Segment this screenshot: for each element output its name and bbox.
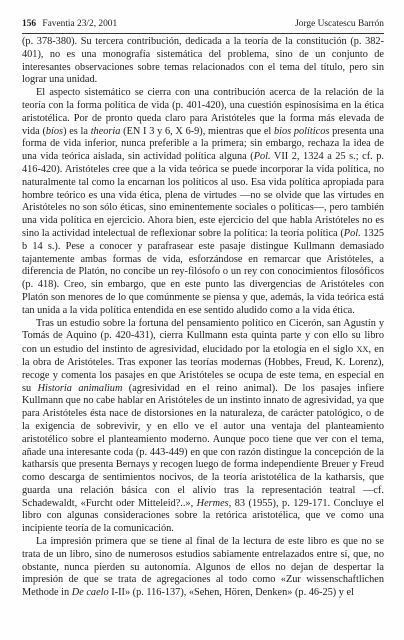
text-run: VII 2, 1324 a 25 s.; cf. p. 416-420). Aristóteles cree que a la vida teórica se puede incorporar la vida política, no naturalmente tal como la encarnan los políticos al uso. Esa vida política apropiada para hombre teórico es una vida ética, plena de virtudes —no se olvide que las virtudes en Aristóteles no son sólo éticas, sino eminentemente sociales o políticas—, pero también una vida política en ejercicio. Ahora bien, este ejercicio del que habla Aristóteles no es sino la actividad intelectual de reflexionar sobre la política: la teoría política ( <box>22 151 384 239</box>
body-paragraph <box>22 536 384 600</box>
journal-citation: Faventia 23/2, 2001 <box>42 19 118 29</box>
italic-text: Pol. <box>253 151 271 163</box>
body-text <box>22 36 384 600</box>
italic-text: De caelo <box>71 587 109 599</box>
italic-text: Pol. <box>343 227 361 239</box>
text-run: (p. 378-380). Su tercera contribución, dedicada a la teoría de la constitución (p. 382-401), no es una monografía sistemática del problema, sino de un conjunto de interesantes observaciones sobre temas relacionados con el tema del título, pero sin lograr una unidad. <box>22 36 384 86</box>
text-run: (EN I 3 y 6, X 6-9), mientras que el <box>120 125 274 137</box>
italic-text: Historia animalium <box>37 382 123 394</box>
italic-text: bios políticos <box>273 125 330 137</box>
running-header <box>22 17 384 31</box>
small-caps-text: XX <box>356 344 369 355</box>
text-run: I-II» (p. 116-137), «Sehen, Hören, Denken» (p. 46-25) y el <box>108 587 354 599</box>
text-run: , en la obra de Aristóteles. Tras exponer las teorías modernas (Hobbes, Freud, K. Lorenz), recoge y comenta los pasajes en que Aristóteles se ocupa de este tema, en especial en su <box>22 344 384 394</box>
italic-text: bíos <box>45 125 64 137</box>
text-run: El aspecto sistemático se cierra con una contribución acerca de la relación de la teoría con la forma política de vida (p. 401-420), una cuestión espinosísima en la ética aristotélica. Por de pronto queda claro para Aristóteles que la forma más elevada de vida ( <box>22 87 384 137</box>
text-run: Tras un estudio sobre la fortuna del pensamiento político en Cicerón, san Agustín y Tomás de Aquino (p. 420-431), cierra Kullmann esta quinta parte y con ello su libro con un estudio del instinto de agresividad, elucidado por la etología en el siglo <box>22 317 384 356</box>
body-paragraph <box>22 318 384 537</box>
page-number: 156 <box>22 19 37 29</box>
text-run: ) es la <box>63 125 91 137</box>
text-run: presenta una forma de vida inferior, nunca preferible a la primera; sin embargo, rechaza la idea de una vida teórica aislada, sin actividad política alguna ( <box>22 125 384 163</box>
body-paragraph <box>22 87 384 317</box>
running-author: Jorge Uscatescu Barrón <box>295 19 384 29</box>
italic-text: Hermes <box>196 497 229 509</box>
italic-text: theoria <box>90 125 121 137</box>
text-run: 1325 b 14 s.). Pese a conocer y parafrasear este pasaje distingue Kullmann demasiado tajantemente ambas formas de vida, esforzándose en remarcar que Aristóteles, a diferencia de Platón, no concibe un rey-filósofo o un rey con conocimientos filosóficos (p. 418). Creo, sin embargo, que en este punto las divergencias de Aristóteles con Platón son menores de lo que comúnmente se piensa y que, además, la vida teórica está tan unida a la vida política entendida en ese sentido aludido como a la vida ética. <box>22 227 385 316</box>
text-run: , 83 (1955), p. 129-171. Concluye el libro con algunas consideraciones sobre la retórica aristotélica, que ve como una incipiente teoría de la comunicación. <box>22 497 385 535</box>
header-rule <box>22 33 384 34</box>
text-run: (agresividad en el reino animal). De los pasajes infiere Kullmann que no cabe hablar en Aristóteles de un instinto innato de agresividad, ya que para Aristóteles ésta nace de distorsiones en la naturaleza, de carácter patológico, o de la exigencia de sobrevivir, y en ello ve el autor una ventaja del planteamiento aristotélico sobre el planteamiento moderno. Aunque poco tiene que ver con el tema, añade una interesante coda (p. 443-449) en que con razón distingue la concepción de la katharsis que presenta Bernays y recogen luego de forma independiente Breuer y Freud como descarga de sentimientos nocivos, de la teoría aristotélica de la katharsis, que guarda una relación básica con el alivio tras la representación teatral —cf. Schadewaldt, «Furcht oder Mitteleid?..», <box>22 382 385 509</box>
body-paragraph <box>22 36 384 87</box>
text-run: La impresión primera que se tiene al final de la lectura de este libro es que no se trata de un libro, sino de numerosos estudios sabiamente entrelazados entre sí, que, no obstante, nunca pierden su autonomía. Algunos de ellos no dejan de despertar la impresión de que se trata de agregaciones al todo como «Zur wissenschaftlichen Methode in <box>22 536 384 599</box>
